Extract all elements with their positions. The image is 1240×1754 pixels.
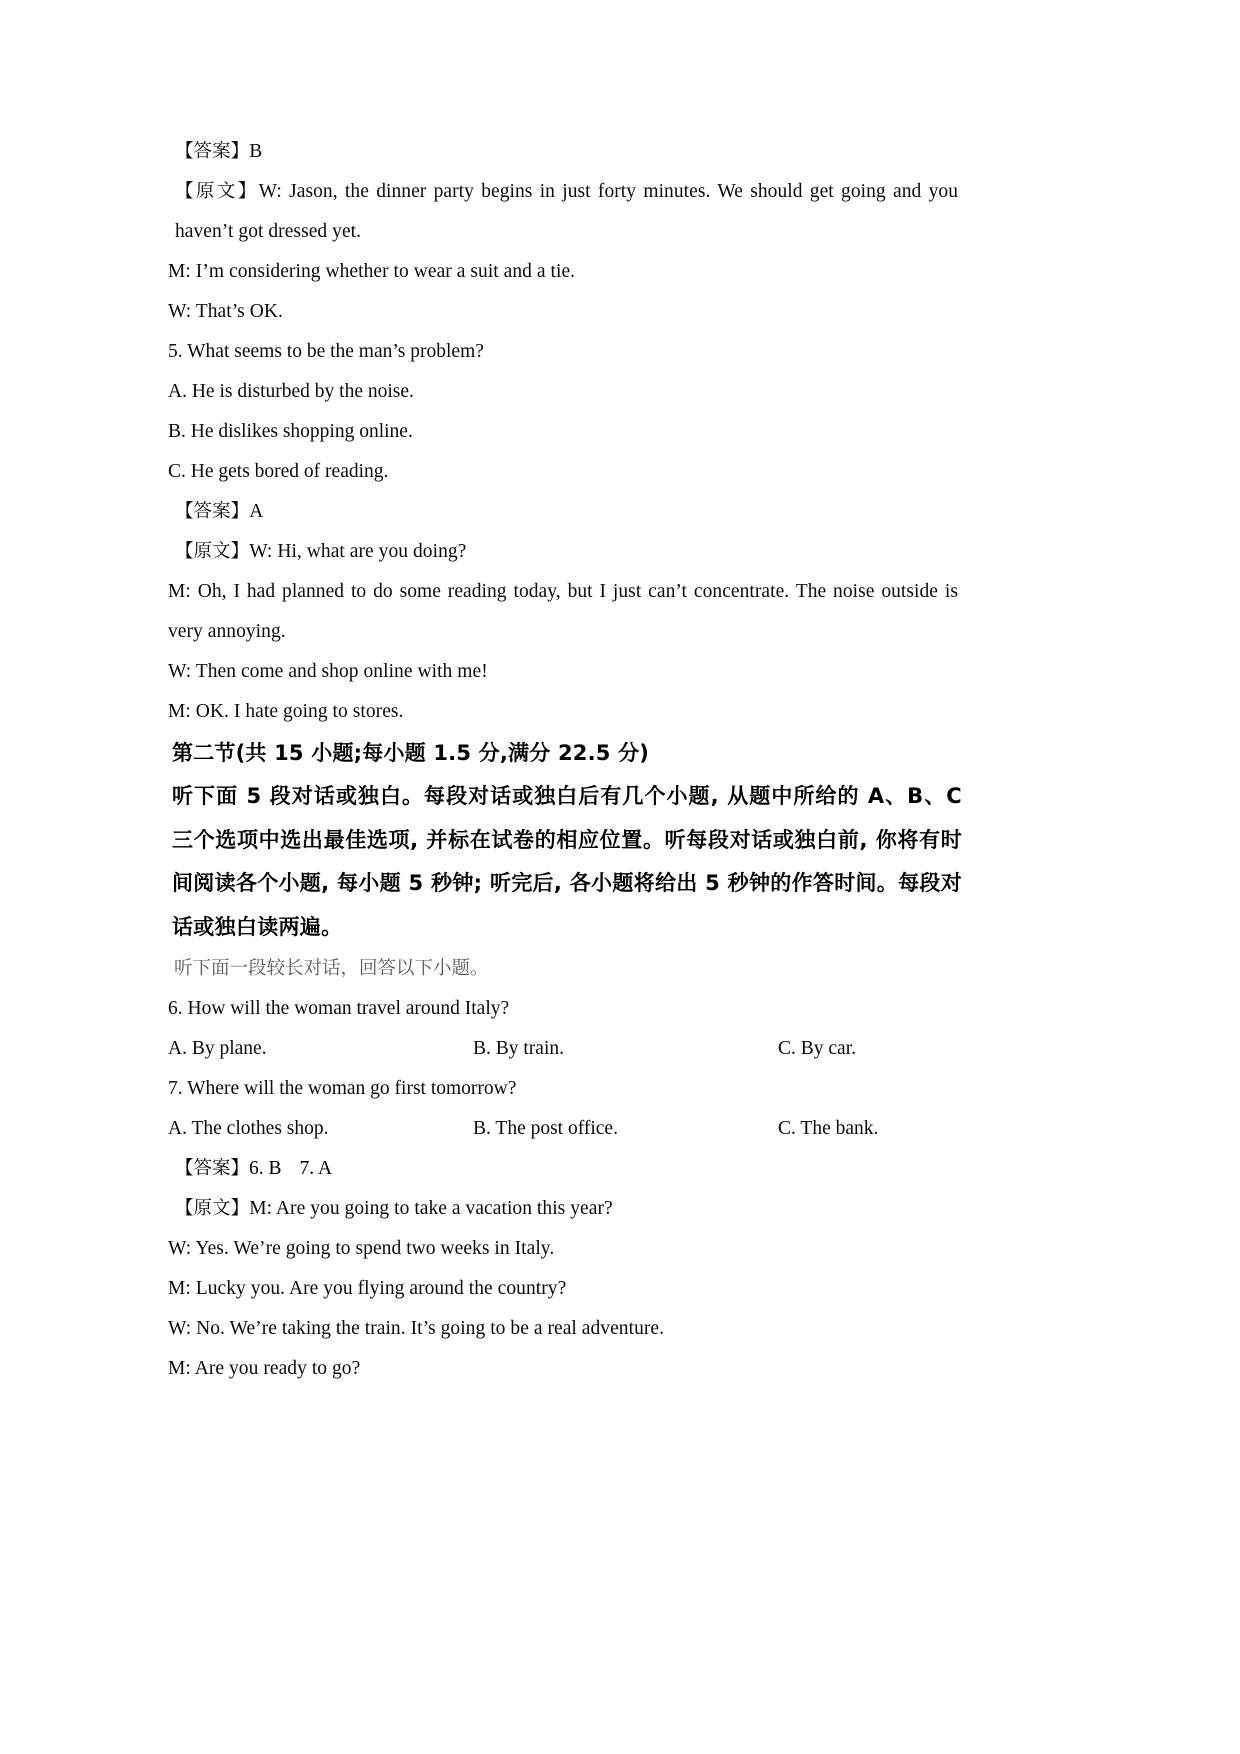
- question-option-q5-b[interactable]: B. He dislikes shopping online.: [168, 421, 413, 442]
- transcript-tag: 【原文】: [175, 541, 250, 562]
- transcript-row-q67-line2: W: Yes. We’re going to spend two weeks in Italy.: [168, 1238, 555, 1259]
- transcript-row-q4-line3: W: That’s OK.: [168, 301, 283, 322]
- answer-tag: 【答案】: [175, 501, 250, 522]
- question-option-q7-b[interactable]: B. The post office.: [473, 1118, 618, 1139]
- answer-value-q7: 7. A: [299, 1158, 333, 1179]
- answer-value-q4: B: [249, 141, 263, 162]
- transcript-row-q67-line1: [168, 1189, 958, 1229]
- transcript-row-q67-line3: M: Lucky you. Are you flying around the country?: [168, 1278, 567, 1299]
- transcript-row-q67-line4: W: No. We’re taking the train. It’s going to be a real adventure.: [168, 1318, 665, 1339]
- answer-row-q6-q7: [168, 1149, 958, 1189]
- section-instructions: 听下面 5 段对话或独白。每段对话或独白后有几个小题, 从题中所给的 A、B、C 三个选项中选出最佳选项, 并标在试卷的相应位置。听每段对话或独白前, 你将有时间阅读各个小题, 每小题 5 秒钟; 听完后, 各小题将给出 5 秒钟的作答时间。每段对话或独白读两遍。: [172, 784, 962, 939]
- answer-value-q5: A: [249, 501, 264, 522]
- transcript-row-q5-line2: M: Oh, I had planned to do some reading today, but I just can’t concentrate. The noise outside is very annoying.: [168, 581, 958, 642]
- answer-row-q5: [168, 492, 958, 532]
- transcript-row-q5-line1: [168, 532, 958, 572]
- question-option-q6-c[interactable]: C. By car.: [778, 1038, 856, 1059]
- question-stem-q5: 5. What seems to be the man’s problem?: [168, 341, 484, 362]
- section-heading: 第二节(共 15 小题;每小题 1.5 分,满分 22.5 分): [172, 741, 650, 765]
- transcript-row-q5-line3: W: Then come and shop online with me!: [168, 661, 488, 682]
- question-option-q7-a[interactable]: A. The clothes shop.: [168, 1118, 329, 1139]
- question-option-q6-a[interactable]: A. By plane.: [168, 1038, 267, 1059]
- transcript-tag: 【原文】: [175, 1198, 250, 1219]
- question-option-q5-c[interactable]: C. He gets bored of reading.: [168, 461, 389, 482]
- question-stem-q7: 7. Where will the woman go first tomorrow?: [168, 1078, 517, 1099]
- transcript-row-q67-line5: M: Are you ready to go?: [168, 1358, 361, 1379]
- question-options-q7: [168, 1109, 958, 1149]
- question-option-q6-b[interactable]: B. By train.: [473, 1038, 564, 1059]
- question-stem-q6: 6. How will the woman travel around Italy?: [168, 998, 510, 1019]
- transcript-tag: 【原文】: [175, 181, 259, 202]
- question-option-q5-a[interactable]: A. He is disturbed by the noise.: [168, 381, 414, 402]
- transcript-row-q4-line2: M: I’m considering whether to wear a suit and a tie.: [168, 261, 576, 282]
- question-options-q6: [168, 1029, 958, 1069]
- answer-value-q6: 6. B: [249, 1158, 282, 1179]
- listening-note: 听下面一段较长对话，回答以下小题。: [174, 958, 489, 979]
- transcript-row-q5-line4: M: OK. I hate going to stores.: [168, 701, 404, 722]
- transcript-text: W: Jason, the dinner party begins in just forty minutes. We should get going and you haven’t got dressed yet.: [175, 181, 958, 242]
- transcript-text: M: Are you going to take a vacation this year?: [249, 1198, 613, 1219]
- page-content: [168, 132, 962, 1389]
- transcript-row-q4-line1: [168, 172, 958, 252]
- transcript-text: W: Hi, what are you doing?: [249, 541, 467, 562]
- answer-tag: 【答案】: [175, 141, 250, 162]
- answer-row-q4: [168, 132, 958, 172]
- answer-tag: 【答案】: [175, 1158, 250, 1179]
- question-option-q7-c[interactable]: C. The bank.: [778, 1118, 879, 1139]
